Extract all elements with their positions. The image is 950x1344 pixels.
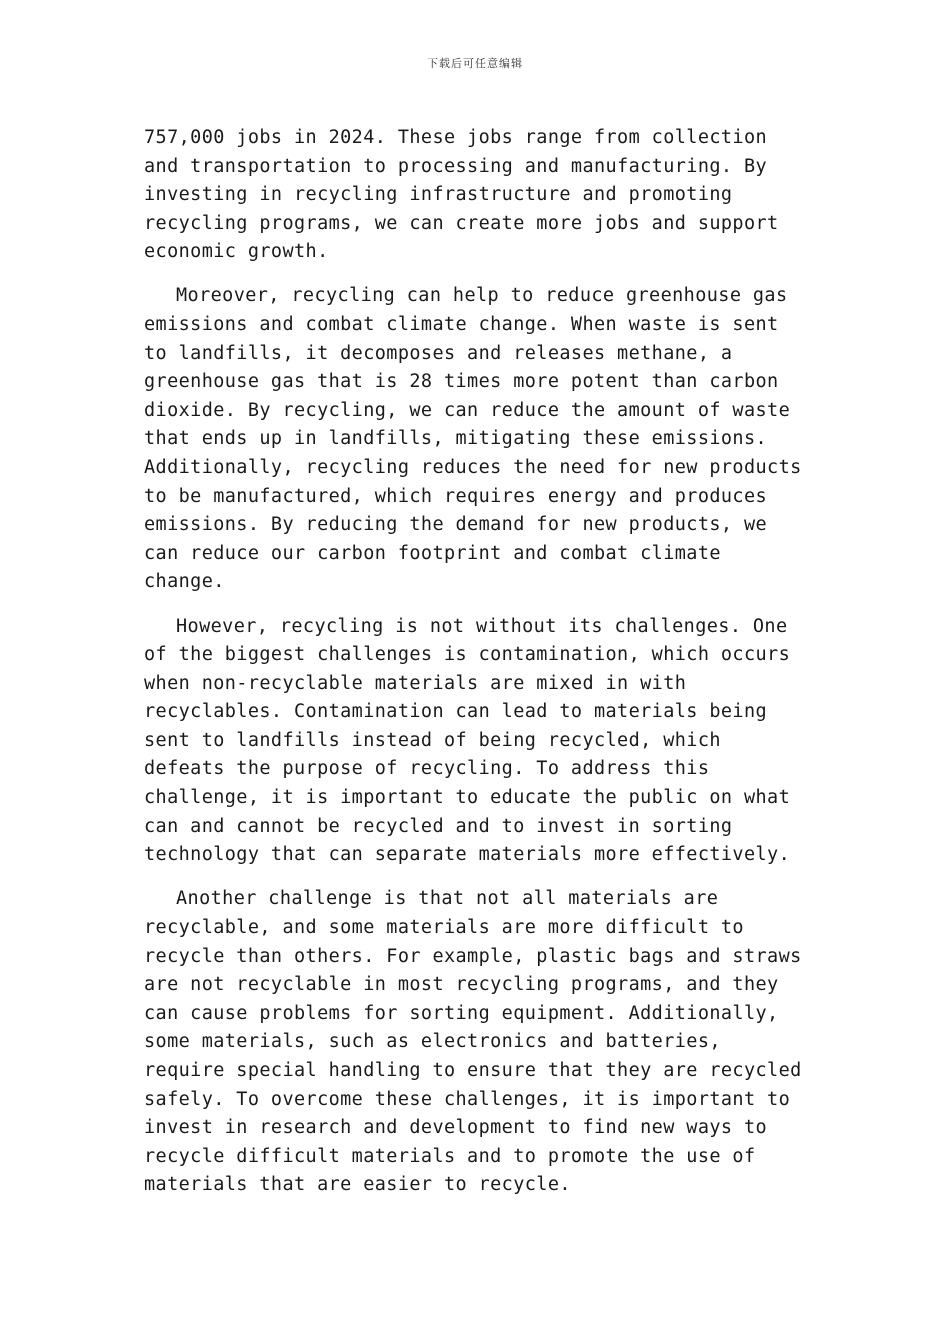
page-header: 下载后可任意编辑	[427, 57, 523, 70]
paragraph-continuation: 757,000 jobs in 2024. These jobs range from collection and transportation to processing and manufacturing. By investing in recycling infrastructure and promoting recycling programs, we can create more jobs and support economic growth.	[144, 127, 779, 263]
document-body	[144, 124, 808, 1215]
paragraph-difficult-materials: Another challenge is that not all materials are recyclable, and some materials are more difficult to recycle than others. For example, plastic bags and straws are not recyclable in most recycling programs, and they can cause problems for sorting equipment. Additionally, some materials, such as electronics and batteries, require special handling to ensure that they are recycled safely. To overcome these challenges, it is important to invest in research and development to find new ways to recycle difficult materials and to promote the use of materials that are easier to recycle.	[144, 888, 802, 1196]
paragraph-greenhouse: Moreover, recycling can help to reduce greenhouse gas emissions and combat climate change. When waste is sent to landfills, it decomposes and releases methane, a greenhouse gas that is 28 times more potent than carbon dioxide. By recycling, we can reduce the amount of waste that ends up in landfills, mitigating these emissions. Additionally, recycling reduces the need for new products to be manufactured, which requires energy and produces emissions. By reducing the demand for new products, we can reduce our carbon footprint and combat climate change.	[144, 285, 802, 593]
paragraph-contamination: However, recycling is not without its challenges. One of the biggest challenges is contamination, which occurs when non-recyclable materials are mixed in with recyclables. Contamination can lead to materials being sent to landfills instead of being recycled, which defeats the purpose of recycling. To address this challenge, it is important to educate the public on what can and cannot be recycled and to invest in sorting technology that can separate materials more effectively.	[144, 615, 791, 866]
